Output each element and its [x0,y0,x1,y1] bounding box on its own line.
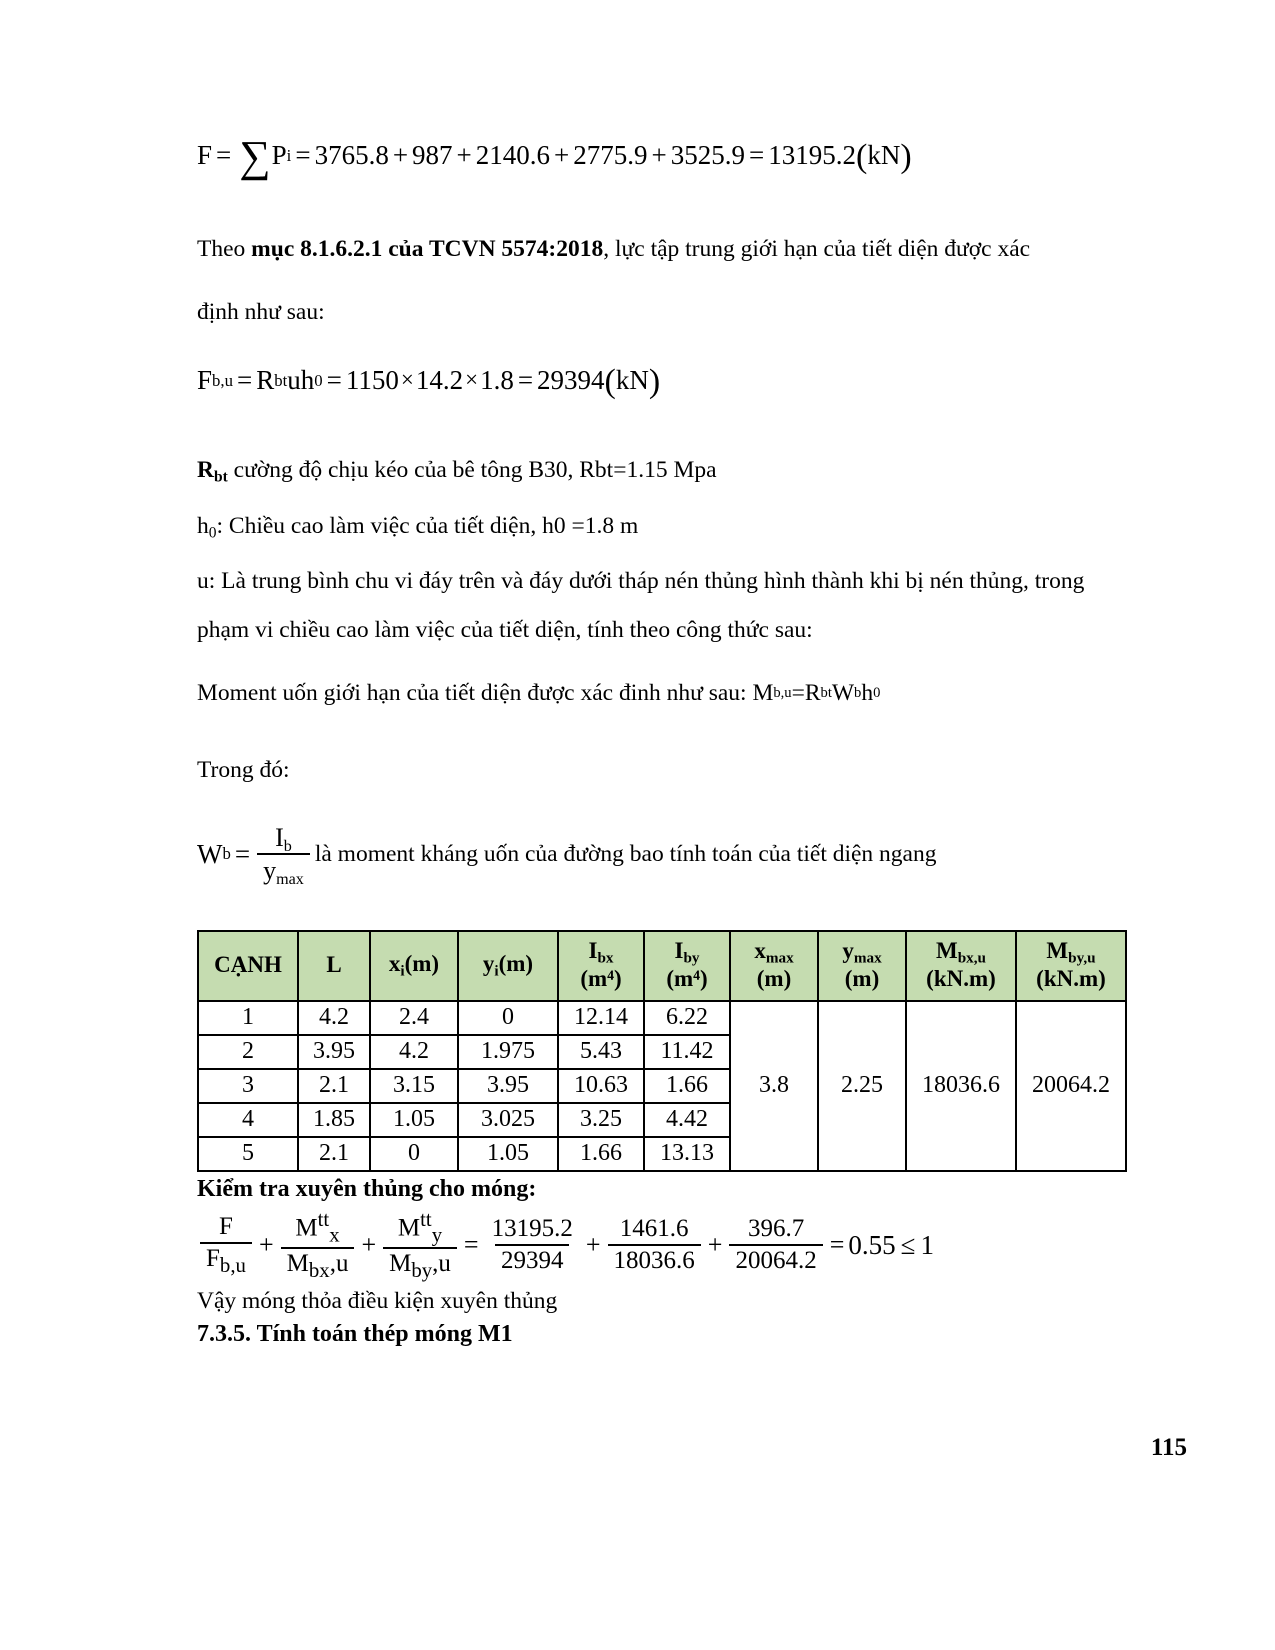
cell-canh: 5 [198,1137,298,1171]
cell-yi: 3.95 [458,1069,558,1103]
cell-L: 2.1 [298,1069,370,1103]
frac-v1-den: 29394 [495,1244,570,1275]
th-ymax-sub: max [853,949,882,967]
cell-ibx: 1.66 [558,1137,644,1171]
cell-iby: 1.66 [644,1069,730,1103]
th-L-label: L [326,952,342,978]
paragraph-rbt [197,446,1109,502]
frac-Mx-num-symbol: M [295,1213,318,1241]
frac-My-den [383,1247,457,1282]
wb-den-sub: max [276,871,304,889]
frac-Mx-num [289,1208,345,1248]
th-ibx [558,931,644,1001]
frac-v3 [729,1215,822,1275]
mbu-w-sub: b [854,685,862,702]
th-xi-unit: (m) [404,950,440,976]
cell-ymax-merged: 2.25 [818,1001,906,1171]
paragraph-h0 [197,502,1109,558]
h0-text: : Chiều cao làm việc của tiết diện, h0 =1.8 m [216,512,639,539]
th-xi [370,931,458,1001]
th-iby-line1 [645,939,729,967]
eq2-rbt: R [256,365,275,396]
mbu-rbt-sub: bt [820,685,832,702]
moment-text: Moment uốn giới hạn của tiết diện được xác đinh như sau: [197,680,753,707]
th-mbxu-sub: bx,u [957,949,986,967]
wb-trailing-text: là moment kháng uốn của đường bao tính toán của tiết diện ngang [314,840,937,867]
th-ibx-unit: (m⁴) [580,966,622,992]
frac-My-num [392,1208,448,1248]
cell-xi: 2.4 [370,1001,458,1035]
equation-force-sum: F = ∑ P i = 3765.8 + 987 + 2140.6 + 2775.9 + 3525.9 = 13195.2 ( kN ) [197,132,912,182]
equation-wb: W b = $\frac{I_b}{y_{max}}$ là moment kháng uốn của đường bao tính toán của tiết diện ngang [197,823,937,889]
eq1-term-3: 2140.6 [475,140,551,170]
frac-My [383,1208,457,1283]
theo-prefix: Theo [197,236,252,263]
th-canh-label: CẠNH [214,952,282,978]
th-yi-sub: i [494,962,499,980]
frac-My-den-tail: ,u [432,1250,451,1278]
page-content [197,132,1110,1349]
th-ymax-line1 [819,939,905,967]
th-L [298,931,370,1001]
th-mbxu-unit: (kN.m) [926,966,996,992]
frac-My-den-symbol: M [389,1250,412,1278]
mbu-m: M [752,680,774,707]
frac-v2 [608,1215,701,1275]
wb-numerator [269,823,298,856]
frac-Mx-den-symbol: M [286,1250,309,1278]
cell-xi: 1.05 [370,1103,458,1137]
cell-xi: 0 [370,1137,458,1171]
frac-v3-num: 396.7 [747,1215,805,1243]
eq2-val-1: 1150 [345,365,399,396]
mbu-rbt: R [804,680,821,707]
cell-yi: 1.975 [458,1035,558,1069]
th-mbxu-label: M [936,938,958,964]
th-iby-sub: by [683,949,700,967]
eq2-lhs: F [197,365,213,396]
frac-Mx-den-tail: ,u [329,1250,349,1278]
frac-My-num-sub: y [431,1221,443,1246]
equation-fbu: F b,u = R bt u h 0 = 1150 × 14.2 × 1.8 = 29394 ( kN ) [197,362,661,400]
cell-ibx: 12.14 [558,1001,644,1035]
frac-F-den [200,1242,252,1277]
th-mbxu-line1 [907,939,1015,967]
th-iby-label: I [674,938,684,964]
cell-xi: 3.15 [370,1069,458,1103]
cell-canh: 1 [198,1001,298,1035]
eq2-val-2: 14.2 [415,365,464,396]
cell-L: 1.85 [298,1103,370,1137]
h0-symbol-sub: 0 [208,524,217,542]
mbu-w: W [831,680,855,707]
eq1-term-4: 2775.9 [573,140,648,170]
th-yi-unit: (m) [498,950,534,976]
wb-fraction [257,823,310,889]
wb-den-symbol: y [263,856,277,886]
th-xmax-label: x [754,938,766,964]
table-row [198,1001,1126,1035]
paragraph-theo-muc [197,225,1109,274]
eq2-u: u [287,365,301,396]
cell-ibx: 3.25 [558,1103,644,1137]
th-canh [198,931,298,1001]
frac-v1-num: 13195.2 [491,1215,573,1243]
cell-mbxu-merged: 18036.6 [906,1001,1016,1171]
cell-yi: 1.05 [458,1137,558,1171]
frac-v1 [486,1215,579,1275]
frac-F-Fbu [200,1213,252,1277]
th-ymax-unit: (m) [844,966,880,992]
summation-icon: ∑ [239,132,271,182]
eq1-term-5: 3525.9 [670,140,745,170]
frac-Mx-num-sub: x [329,1221,340,1246]
theo-suffix: , lực tập trung giới hạn của tiết diện được xác [603,236,1031,263]
th-yi [458,931,558,1001]
mbu-h: h [861,680,874,707]
mbu-h-sub: 0 [873,685,881,702]
h0-symbol: h [197,512,209,539]
eq-check-result: 0.55 [848,1229,896,1260]
th-mbyu-line1 [1017,939,1125,967]
frac-F-num: F [219,1212,233,1240]
th-mbxu [906,931,1016,1001]
cell-xmax-merged: 3.8 [730,1001,818,1171]
eq-check-comparator: ≤ [900,1229,916,1260]
th-xmax-unit: (m) [756,966,792,992]
cell-canh: 3 [198,1069,298,1103]
frac-Mx-den-sub: bx [308,1258,330,1283]
page-number: 115 [1150,1434,1187,1461]
paragraph-moment-limit [197,669,1109,718]
equation-punching-check: $\frac{F}{F_{b,u}}$ + $\frac{M^{tt}_x}{M_{bx},u}$ + $\frac{M^{tt}_y}{M_{by},u}$ = $\frac{13195.2}{29394}$ + $\frac{1461.6}{18036.6}$ + $\frac{396.7}{20064.2}$ = 0.55 ≤ 1 [197,1208,1109,1283]
inline-eq-mbu: M b,u = R bt W b h 0 [752,669,880,718]
paragraph-dinh-nhu-sau: định như sau: [197,299,325,326]
cell-canh: 4 [198,1103,298,1137]
eq2-result: 29394 [537,365,605,396]
heading-section-735: 7.3.5. Tính toán thép móng M1 [197,1320,513,1347]
th-iby-unit: (m⁴) [666,966,708,992]
th-mbyu [1016,931,1126,1001]
table-header-row [198,931,1126,1001]
th-xmax-line1 [731,939,817,967]
th-ibx-sub: bx [597,949,614,967]
th-xi-label: x [388,950,401,976]
cell-ibx: 5.43 [558,1035,644,1069]
cell-yi: 3.025 [458,1103,558,1137]
eq2-val-3: 1.8 [480,365,514,396]
th-mbyu-unit: (kN.m) [1036,966,1106,992]
rbt-text: cường độ chịu kéo của bê tông B30, Rbt=1.15 Mpa [233,457,717,484]
eq1-term-1: 3765.8 [314,140,389,170]
frac-v2-num: 1461.6 [619,1215,689,1243]
cell-ibx: 10.63 [558,1069,644,1103]
cell-iby: 6.22 [644,1001,730,1035]
paragraph-vay-mong: Vậy móng thỏa điều kiện xuyên thủng [197,1287,558,1314]
frac-F-den-sub: b,u [219,1252,246,1277]
wb-lhs: W [197,838,223,869]
eq1-unit: kN [867,140,901,170]
th-xmax-sub: max [765,949,794,967]
table-container [197,930,1109,1172]
eq-check-limit: 1 [920,1229,934,1260]
frac-v3-den: 20064.2 [729,1244,822,1275]
frac-My-num-symbol: M [397,1213,421,1241]
paragraph-u-definition: u: Là trung bình chu vi đáy trên và đáy dưới tháp nén thủng hình thành khi bị nén thủng, trong phạm vi chiều cao làm việc của tiết diện, tính theo công thức sau: [197,568,1085,644]
rbt-symbol: R [197,457,214,484]
cell-iby: 4.42 [644,1103,730,1137]
paragraph-trong-do: Trong đó: [197,757,290,784]
th-ibx-line1 [559,939,643,967]
eq2-unit: kN [615,365,649,396]
cell-L: 4.2 [298,1001,370,1035]
th-xi-sub: i [400,962,405,980]
th-iby [644,931,730,1001]
frac-Mx-den [281,1247,355,1282]
cell-xi: 4.2 [370,1035,458,1069]
cell-yi: 0 [458,1001,558,1035]
cross-section-properties-table [197,930,1127,1172]
cell-L: 2.1 [298,1137,370,1171]
cell-L: 3.95 [298,1035,370,1069]
eq1-sum-var: P [271,140,287,170]
th-ymax-label: y [842,938,854,964]
th-ibx-label: I [588,938,598,964]
th-ymax [818,931,906,1001]
cell-canh: 2 [198,1035,298,1069]
cell-iby: 11.42 [644,1035,730,1069]
th-yi-label: y [482,950,495,976]
th-mbyu-sub: by,u [1068,949,1096,967]
frac-My-num-sup: tt [420,1206,432,1231]
frac-v2-den: 18036.6 [608,1244,701,1275]
eq2-h: h [300,365,315,396]
cell-iby: 13.13 [644,1137,730,1171]
eq1-term-2: 987 [412,140,453,170]
wb-num-sub: b [283,838,292,856]
cell-mbyu-merged: 20064.2 [1016,1001,1126,1171]
rbt-symbol-sub: bt [213,468,228,486]
heading-kiem-tra: Kiểm tra xuyên thủng cho móng: [197,1175,537,1202]
frac-My-den-sub: by [411,1258,433,1283]
eq1-lhs: F [197,140,213,170]
th-xmax [730,931,818,1001]
eq1-result: 13195.2 [768,140,856,170]
frac-Mx-num-sup: tt [317,1206,330,1231]
th-mbyu-label: M [1046,938,1069,964]
mbu-m-sub: b,u [773,685,792,702]
theo-bold-ref: mục 8.1.6.2.1 của TCVN 5574:2018 [251,236,604,263]
frac-Mx [281,1208,355,1283]
frac-F-den-symbol: F [206,1244,220,1272]
wb-denominator [257,853,310,889]
wb-num-symbol: I [275,823,284,853]
